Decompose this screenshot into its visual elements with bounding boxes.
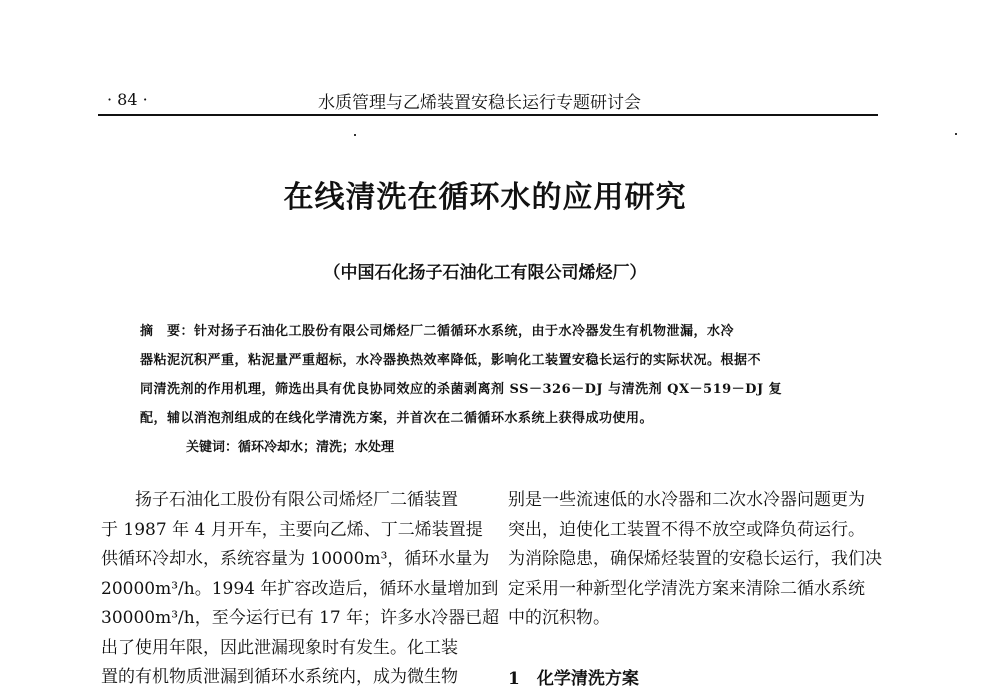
section-heading: 1 化学清洗方案	[508, 669, 639, 689]
page-number: · 84 ·	[107, 90, 148, 109]
body-line: 供循环冷却水，系统容量为 10000m³，循环水量为	[101, 549, 490, 569]
body-line: 出了使用年限，因此泄漏现象时有发生。化工装	[101, 637, 458, 658]
body-left-column	[101, 486, 499, 693]
paper-title: 在线清洗在循环水的应用研究	[283, 180, 687, 215]
abstract-line: 同清洗剂的作用机理，筛选出具有优良协同效应的杀菌剥离剂 SS－326－DJ 与清洗剂 QX－519－DJ 复	[140, 382, 783, 397]
body-line: 20000m³/h。1994 年扩容改造后，循环水量增加到	[101, 578, 499, 599]
body-line: 30000m³/h，至今运行已有 17 年；许多水冷器已超	[101, 608, 500, 628]
body-line: 置的有机物质泄漏到循环水系统内，成为微生物	[101, 667, 458, 687]
header-rule	[98, 114, 878, 116]
scan-speck	[955, 133, 957, 135]
body-right-column	[508, 486, 882, 634]
scan-speck	[354, 134, 356, 136]
abstract-line: 摘 要：针对扬子石油化工股份有限公司烯烃厂二循循环水系统，由于水冷器发生有机物泄漏，水冷	[140, 324, 735, 339]
body-line: 定采用一种新型化学清洗方案来清除二循水系统	[508, 578, 865, 599]
body-line: 为消除隐患，确保烯烃装置的安稳长运行，我们决	[508, 549, 882, 569]
body-line: 别是一些流速低的水冷器和二次水冷器问题更为	[508, 490, 865, 510]
body-line: 扬子石油化工股份有限公司烯烃厂二循装置	[101, 490, 458, 510]
body-line: 于 1987 年 4 月开车，主要向乙烯、丁二烯装置提	[101, 519, 483, 540]
running-title: 水质管理与乙烯装置安稳长运行专题研讨会	[318, 93, 641, 113]
abstract-line: 器粘泥沉积严重，粘泥量严重超标，水冷器换热效率降低，影响化工装置安稳长运行的实际状况。根据不	[140, 353, 762, 368]
body-line: 突出，迫使化工装置不得不放空或降负荷运行。	[508, 519, 865, 540]
keywords: 关键词：循环冷却水；清洗；水处理	[186, 440, 395, 455]
abstract-line: 配，辅以消泡剂组成的在线化学清洗方案，并首次在二循循环水系统上获得成功使用。	[140, 411, 654, 426]
affiliation: （中国石化扬子石油化工有限公司烯烃厂）	[323, 263, 647, 283]
body-line: 中的沉积物。	[508, 608, 610, 628]
